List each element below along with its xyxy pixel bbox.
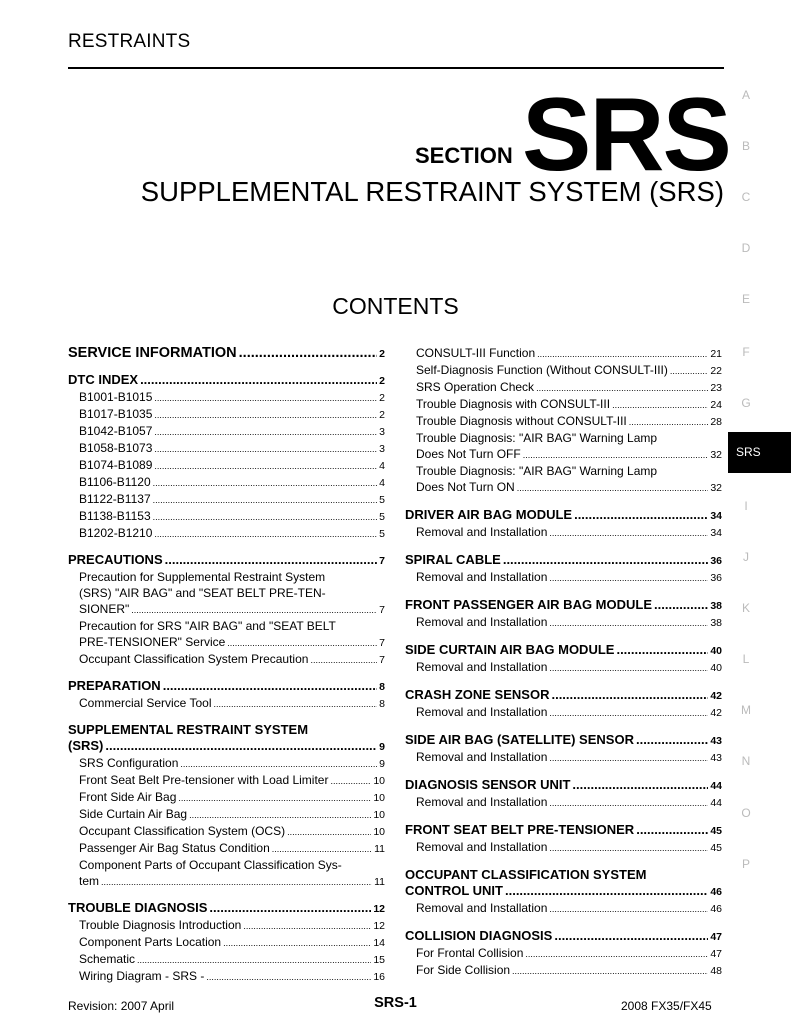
dot-leader xyxy=(549,901,708,917)
toc-entry[interactable] xyxy=(68,508,385,525)
toc-heading[interactable] xyxy=(405,822,722,839)
toc-label: Removal and Installation xyxy=(416,615,548,629)
toc-heading[interactable] xyxy=(405,507,722,524)
toc-entry[interactable] xyxy=(68,806,385,823)
dot-leader xyxy=(227,635,377,651)
toc-page-number: 5 xyxy=(379,511,385,523)
toc-page-number: 22 xyxy=(710,365,722,377)
dot-leader xyxy=(512,963,708,979)
toc-heading[interactable] xyxy=(405,552,722,569)
toc-label: CRASH ZONE SENSOR xyxy=(405,687,550,702)
dot-leader xyxy=(330,773,371,789)
dot-leader xyxy=(209,900,371,916)
section-label: SECTION xyxy=(415,143,513,168)
toc-label: DIAGNOSIS SENSOR UNIT xyxy=(405,777,571,792)
toc-label: PRECAUTIONS xyxy=(68,552,163,567)
toc-label: B1017-B1035 xyxy=(79,407,153,421)
toc-label: B1058-B1073 xyxy=(79,441,153,455)
dot-leader xyxy=(549,840,708,856)
toc-entry[interactable] xyxy=(405,379,722,396)
dot-leader xyxy=(178,790,371,806)
toc-entry-line: Precaution for Supplemental Restraint System xyxy=(79,570,326,584)
dot-leader xyxy=(154,458,377,474)
dot-leader xyxy=(612,397,708,413)
toc-label: PREPARATION xyxy=(68,678,161,693)
toc-label: Removal and Installation xyxy=(416,840,548,854)
toc-entry[interactable] xyxy=(405,794,722,811)
toc-label: SIDE AIR BAG (SATELLITE) SENSOR xyxy=(405,732,634,747)
toc-entry[interactable] xyxy=(68,951,385,968)
toc-entry[interactable] xyxy=(68,823,385,840)
toc-label: Trouble Diagnosis Introduction xyxy=(79,918,242,932)
toc-entry[interactable] xyxy=(68,789,385,806)
toc-label: Self-Diagnosis Function (Without CONSULT-III) xyxy=(416,363,668,377)
toc-page-number: 36 xyxy=(710,555,722,567)
dot-leader xyxy=(140,372,377,388)
toc-page-number: 10 xyxy=(373,775,385,787)
toc-page-number: 32 xyxy=(710,449,722,461)
toc-page-number: 40 xyxy=(710,662,722,674)
toc-page-number: 16 xyxy=(373,971,385,983)
section-code: SRS xyxy=(522,77,730,193)
toc-page-number: 32 xyxy=(710,482,722,494)
dot-leader xyxy=(549,570,708,586)
toc-page-number: 8 xyxy=(379,698,385,710)
system-title: SUPPLEMENTAL RESTRAINT SYSTEM (SRS) xyxy=(140,176,724,207)
toc-label: Removal and Installation xyxy=(416,795,548,809)
dot-leader xyxy=(163,678,377,694)
toc-page-number: 10 xyxy=(373,792,385,804)
toc-entry[interactable] xyxy=(405,362,722,379)
dot-leader xyxy=(154,441,377,457)
toc-label: For Side Collision xyxy=(416,963,511,977)
toc-page-number: 24 xyxy=(710,399,722,411)
dot-leader xyxy=(137,952,371,968)
dot-leader xyxy=(180,756,377,772)
toc-entry[interactable] xyxy=(68,968,385,985)
toc-label: FRONT PASSENGER AIR BAG MODULE xyxy=(405,597,653,612)
toc-label: (SRS) xyxy=(68,738,104,753)
toc-label: Removal and Installation xyxy=(416,705,548,719)
dot-leader xyxy=(523,447,709,463)
toc-heading[interactable] xyxy=(68,372,385,389)
toc-page-number: 43 xyxy=(710,752,722,764)
toc-entry[interactable] xyxy=(68,440,385,457)
toc-entry[interactable] xyxy=(405,962,722,979)
toc-entry[interactable] xyxy=(405,704,722,721)
running-header: RESTRAINTS xyxy=(68,31,191,52)
side-index-letter-i[interactable]: I xyxy=(744,499,748,513)
toc-label: SIONER" xyxy=(79,602,130,616)
revision-date: Revision: 2007 April xyxy=(68,999,175,1013)
toc-page-number: 44 xyxy=(710,780,722,792)
toc-entry[interactable] xyxy=(68,934,385,951)
toc-page-number: 34 xyxy=(710,527,722,539)
toc-label: SIDE CURTAIN AIR BAG MODULE xyxy=(405,642,615,657)
dot-leader xyxy=(636,822,708,838)
toc-label: Front Seat Belt Pre-tensioner with Load Limiter xyxy=(79,773,329,787)
toc-page-number: 7 xyxy=(379,555,385,567)
toc-page-number: 7 xyxy=(379,654,385,666)
side-index-letter-b[interactable]: B xyxy=(741,139,750,153)
side-index-letter-g[interactable]: G xyxy=(741,396,751,410)
toc-page-number: 38 xyxy=(710,600,722,612)
toc-heading-line: OCCUPANT CLASSIFICATION SYSTEM xyxy=(405,867,647,882)
dot-leader xyxy=(214,696,378,712)
toc-page-number: 45 xyxy=(710,842,722,854)
toc-heading[interactable] xyxy=(405,777,722,794)
toc-label: tem xyxy=(79,874,100,888)
dot-leader xyxy=(517,480,709,496)
dot-leader xyxy=(153,475,378,491)
toc-label: Wiring Diagram - SRS - xyxy=(79,969,205,983)
toc-page-number: 5 xyxy=(379,528,385,540)
toc-page-number: 15 xyxy=(373,954,385,966)
toc-entry[interactable] xyxy=(68,389,385,406)
dot-leader xyxy=(239,345,378,361)
toc-entry[interactable] xyxy=(68,491,385,508)
toc-heading[interactable] xyxy=(68,900,385,917)
toc-entry[interactable] xyxy=(405,945,722,962)
dot-leader xyxy=(549,660,708,676)
toc-label: Passenger Air Bag Status Condition xyxy=(79,841,270,855)
toc-page-number: 10 xyxy=(373,826,385,838)
toc-left-column xyxy=(68,345,385,985)
dot-leader xyxy=(101,874,372,890)
toc-heading[interactable] xyxy=(68,552,385,569)
toc-label: Does Not Turn ON xyxy=(416,480,515,494)
side-index-letter-k[interactable]: K xyxy=(741,601,750,615)
dot-leader xyxy=(154,407,377,423)
toc-page-number: 9 xyxy=(379,741,385,753)
toc-label: Side Curtain Air Bag xyxy=(79,807,188,821)
toc-entry-line: Precaution for SRS "AIR BAG" and "SEAT BELT xyxy=(79,619,336,633)
dot-leader xyxy=(287,824,371,840)
dot-leader xyxy=(206,969,371,985)
toc-entry[interactable] xyxy=(68,525,385,542)
dot-leader xyxy=(154,424,377,440)
toc-heading-line: SUPPLEMENTAL RESTRAINT SYSTEM xyxy=(68,722,309,737)
toc-label: For Frontal Collision xyxy=(416,946,524,960)
toc-label: Schematic xyxy=(79,952,136,966)
toc-page-number: 9 xyxy=(379,758,385,770)
dot-leader xyxy=(654,597,708,613)
toc-label: Removal and Installation xyxy=(416,901,548,915)
toc-page-number: 45 xyxy=(710,825,722,837)
toc-label: Occupant Classification System Precaution xyxy=(79,652,309,666)
toc-label: B1202-B1210 xyxy=(79,526,153,540)
toc-heading[interactable] xyxy=(405,597,722,614)
dot-leader xyxy=(549,615,708,631)
toc-label: B1106-B1120 xyxy=(79,475,151,489)
toc-heading[interactable] xyxy=(68,345,385,362)
toc-page-number: 2 xyxy=(379,409,385,421)
toc-entry[interactable] xyxy=(68,755,385,772)
toc-page-number: 2 xyxy=(379,375,385,387)
toc-label: FRONT SEAT BELT PRE-TENSIONER xyxy=(405,822,635,837)
dot-leader xyxy=(549,750,708,766)
toc-entry[interactable] xyxy=(405,524,722,541)
toc-label: DRIVER AIR BAG MODULE xyxy=(405,507,573,522)
toc-entry[interactable] xyxy=(405,345,722,362)
toc-page-number: 46 xyxy=(710,903,722,915)
toc-page-number: 5 xyxy=(379,494,385,506)
toc-entry[interactable] xyxy=(405,839,722,856)
toc-page-number: 2 xyxy=(379,392,385,404)
side-tab-active[interactable]: SRS xyxy=(728,432,791,473)
toc-heading[interactable] xyxy=(405,687,722,704)
toc-label: TROUBLE DIAGNOSIS xyxy=(68,900,208,915)
toc-entry[interactable] xyxy=(405,569,722,586)
toc-entry[interactable] xyxy=(405,479,722,496)
dot-leader xyxy=(549,705,708,721)
toc-label: B1042-B1057 xyxy=(79,424,153,438)
toc-entry[interactable] xyxy=(405,413,722,430)
side-index-letter-d[interactable]: D xyxy=(741,241,751,255)
toc-page-number: 43 xyxy=(710,735,722,747)
toc-entry[interactable] xyxy=(405,614,722,631)
toc-page-number: 48 xyxy=(710,965,722,977)
contents-title: CONTENTS xyxy=(332,293,459,319)
dot-leader xyxy=(551,687,708,703)
toc-page-number: 12 xyxy=(373,920,385,932)
toc-page-number: 38 xyxy=(710,617,722,629)
toc-entry[interactable] xyxy=(405,396,722,413)
toc-entry[interactable] xyxy=(68,423,385,440)
dot-leader xyxy=(105,738,377,754)
dot-leader xyxy=(272,841,372,857)
toc-label: SRS Operation Check xyxy=(416,380,535,394)
toc-page-number: 3 xyxy=(379,426,385,438)
toc-entry[interactable] xyxy=(405,659,722,676)
toc-label: Removal and Installation xyxy=(416,570,548,584)
toc-page-number: 7 xyxy=(379,637,385,649)
dot-leader xyxy=(636,732,708,748)
toc-page-number: 46 xyxy=(710,886,722,898)
dot-leader xyxy=(554,928,708,944)
toc-label: CONSULT-III Function xyxy=(416,346,536,360)
toc-heading[interactable] xyxy=(405,732,722,749)
toc-entry[interactable] xyxy=(68,406,385,423)
toc-entry[interactable] xyxy=(405,749,722,766)
dot-leader xyxy=(243,918,371,934)
toc-entry-line: Trouble Diagnosis: "AIR BAG" Warning Lamp xyxy=(416,464,658,478)
side-index-letter-o[interactable]: O xyxy=(741,806,751,820)
toc-page-number: 11 xyxy=(374,876,385,888)
dot-leader xyxy=(505,883,708,899)
dot-leader xyxy=(131,602,377,618)
toc-entry-line: Trouble Diagnosis: "AIR BAG" Warning Lamp xyxy=(416,431,658,445)
toc-page-number: 3 xyxy=(379,443,385,455)
toc-label: Occupant Classification System (OCS) xyxy=(79,824,286,838)
dot-leader xyxy=(572,777,708,793)
toc-heading[interactable] xyxy=(405,883,722,900)
toc-entry-line: Component Parts of Occupant Classification Sys- xyxy=(79,858,342,872)
side-index-letter-p[interactable]: P xyxy=(741,857,750,871)
toc-entry[interactable] xyxy=(405,900,722,917)
toc-label: B1138-B1153 xyxy=(79,509,151,523)
toc-label: B1122-B1137 xyxy=(79,492,151,506)
toc-page-number: 12 xyxy=(373,903,385,915)
toc-label: B1001-B1015 xyxy=(79,390,153,404)
toc-label: CONTROL UNIT xyxy=(405,883,503,898)
toc-label: DTC INDEX xyxy=(68,372,139,387)
toc-heading[interactable] xyxy=(68,678,385,695)
toc-page-number: 44 xyxy=(710,797,722,809)
toc-page-number: 4 xyxy=(379,477,385,489)
toc-label: SRS Configuration xyxy=(79,756,179,770)
toc-page-number: 36 xyxy=(710,572,722,584)
toc-page-number: 2 xyxy=(379,348,385,360)
toc-page-number: 4 xyxy=(379,460,385,472)
toc-heading[interactable] xyxy=(405,928,722,945)
toc-label: COLLISION DIAGNOSIS xyxy=(405,928,553,943)
toc-page-number: 42 xyxy=(710,690,722,702)
dot-leader xyxy=(310,652,377,668)
toc-page-number: 34 xyxy=(710,510,722,522)
side-index-letter-m[interactable]: M xyxy=(741,703,751,717)
toc-page-number: 7 xyxy=(379,604,385,616)
dot-leader xyxy=(629,414,709,430)
side-index-letter-l[interactable]: L xyxy=(742,652,750,666)
dot-leader xyxy=(536,380,708,396)
toc-page-number: 28 xyxy=(710,416,722,428)
dot-leader xyxy=(616,642,708,658)
toc-page-number: 21 xyxy=(710,348,722,360)
toc-right-column xyxy=(405,345,722,979)
toc-label: SPIRAL CABLE xyxy=(405,552,501,567)
toc-entry[interactable] xyxy=(68,917,385,934)
dot-leader xyxy=(537,346,708,362)
dot-leader xyxy=(223,935,371,951)
side-index-letter-j[interactable]: J xyxy=(743,550,749,564)
toc-label: Removal and Installation xyxy=(416,660,548,674)
dot-leader xyxy=(189,807,371,823)
toc-entry[interactable] xyxy=(68,772,385,789)
toc-label: B1074-B1089 xyxy=(79,458,153,472)
toc-label: Removal and Installation xyxy=(416,525,548,539)
side-index-letter-c[interactable]: C xyxy=(741,190,751,204)
toc-page-number: 47 xyxy=(710,931,722,943)
dot-leader xyxy=(574,507,708,523)
toc-page-number: 14 xyxy=(373,937,385,949)
toc-entry[interactable] xyxy=(68,634,385,651)
toc-page-number: 23 xyxy=(710,382,722,394)
toc-heading[interactable] xyxy=(405,642,722,659)
toc-entry[interactable] xyxy=(68,601,385,618)
dot-leader xyxy=(503,552,708,568)
toc-entry[interactable] xyxy=(68,840,385,857)
toc-entry[interactable] xyxy=(68,474,385,491)
toc-label: Front Side Air Bag xyxy=(79,790,177,804)
toc-label: Does Not Turn OFF xyxy=(416,447,521,461)
toc-label: Removal and Installation xyxy=(416,750,548,764)
toc-label: Trouble Diagnosis with CONSULT-III xyxy=(416,397,611,411)
toc-label: SERVICE INFORMATION xyxy=(68,345,237,361)
toc-page-number: 47 xyxy=(710,948,722,960)
dot-leader xyxy=(165,552,378,568)
toc-heading[interactable] xyxy=(68,738,385,755)
toc-label: Trouble Diagnosis without CONSULT-III xyxy=(416,414,627,428)
toc-page-number: 40 xyxy=(710,645,722,657)
toc-label: Component Parts Location xyxy=(79,935,222,949)
header-rule xyxy=(68,67,724,69)
side-index-letter-n[interactable]: N xyxy=(741,754,751,768)
dot-leader xyxy=(153,492,378,508)
toc-page-number: 8 xyxy=(379,681,385,693)
toc-entry[interactable] xyxy=(68,695,385,712)
toc-label: PRE-TENSIONER" Service xyxy=(79,635,226,649)
toc-page-number: 42 xyxy=(710,707,722,719)
dot-leader xyxy=(549,525,708,541)
dot-leader xyxy=(670,363,708,379)
toc-label: Commercial Service Tool xyxy=(79,696,212,710)
model-label: 2008 FX35/FX45 xyxy=(621,999,712,1013)
toc-page-number: 11 xyxy=(374,843,385,855)
toc-entry[interactable] xyxy=(68,873,385,890)
side-index-letter-a[interactable]: A xyxy=(741,88,750,102)
toc-page-number: 10 xyxy=(373,809,385,821)
page-number: SRS-1 xyxy=(374,995,417,1011)
dot-leader xyxy=(153,509,378,525)
toc-entry[interactable] xyxy=(405,446,722,463)
toc-entry-line: (SRS) "AIR BAG" and "SEAT BELT PRE-TEN- xyxy=(79,586,326,600)
toc-entry[interactable] xyxy=(68,457,385,474)
dot-leader xyxy=(549,795,708,811)
dot-leader xyxy=(525,946,708,962)
side-index-letter-f[interactable]: F xyxy=(742,345,750,359)
dot-leader xyxy=(154,526,377,542)
side-index-letter-e[interactable]: E xyxy=(741,292,750,306)
dot-leader xyxy=(154,390,377,406)
toc-entry[interactable] xyxy=(68,651,385,668)
